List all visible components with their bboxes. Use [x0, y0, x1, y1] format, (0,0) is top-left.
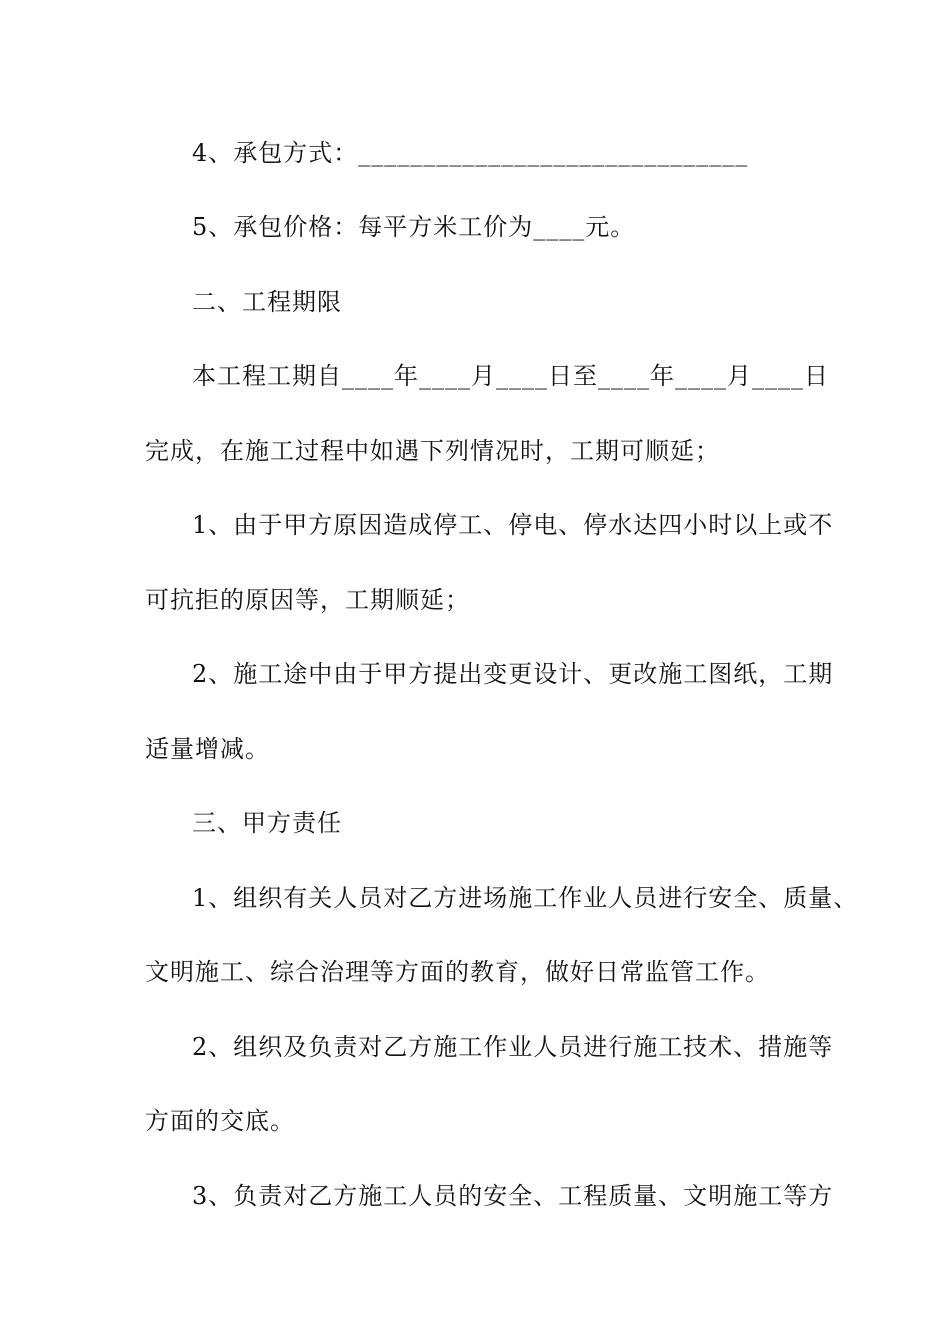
paragraph-line: 方面的交底。 — [145, 1107, 295, 1135]
section-heading-schedule: 二、工程期限 — [192, 288, 342, 316]
paragraph-line: 完成，在施工过程中如遇下列情况时，工期可顺延； — [145, 437, 720, 465]
paragraph-line: 2、组织及负责对乙方施工作业人员进行施工技术、措施等 — [192, 1033, 834, 1061]
contract-price-line: 5、承包价格：每平方米工价为____元。 — [192, 213, 636, 241]
paragraph-line: 1、组织有关人员对乙方进场施工作业人员进行安全、质量、 — [192, 884, 859, 912]
paragraph-line: 适量增减。 — [145, 735, 270, 763]
paragraph-line: 2、施工途中由于甲方提出变更设计、更改施工图纸，工期 — [192, 660, 834, 688]
paragraph-line: 3、负责对乙方施工人员的安全、工程质量、文明施工等方 — [192, 1182, 834, 1210]
paragraph-line: 可抗拒的原因等，工期顺延； — [145, 586, 470, 614]
paragraph-line: 本工程工期自____年____月____日至____年____月____日 — [192, 362, 829, 390]
paragraph-line: 文明施工、综合治理等方面的教育，做好日常监管工作。 — [145, 958, 770, 986]
contract-method-line: 4、承包方式：______________________________ — [192, 139, 749, 167]
paragraph-line: 1、由于甲方原因造成停工、停电、停水达四小时以上或不 — [192, 511, 834, 539]
section-heading-party-a: 三、甲方责任 — [192, 809, 342, 837]
